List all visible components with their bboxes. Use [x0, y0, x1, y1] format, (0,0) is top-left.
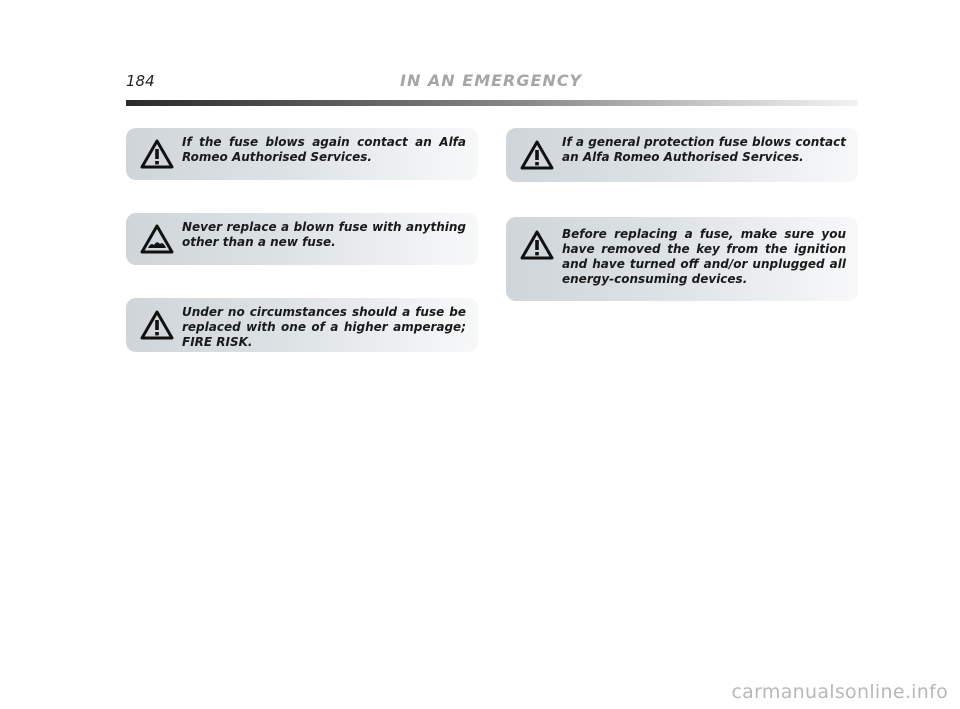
watermark: carmanualsonline.info	[731, 681, 948, 703]
warning-triangle-icon	[520, 230, 554, 260]
warning-triangle-icon	[520, 140, 554, 170]
header-rule	[126, 100, 858, 106]
section-title: IN AN EMERGENCY	[400, 71, 583, 90]
warning-box-4	[506, 128, 858, 182]
warning-triangle-icon	[140, 139, 174, 169]
warning-text-2: Never replace a blown fuse with anything other than a new fuse.	[182, 220, 466, 249]
warning-text-5: Before replacing a fuse, make sure you have removed the key from the ignition and have turned off and/or unplugged all energy-consuming devices.	[562, 227, 846, 286]
warning-box-1	[126, 128, 478, 180]
warning-text-1: If the fuse blows again contact an Alfa Romeo Authorised Services.	[182, 135, 466, 164]
warning-text-3: Under no circumstances should a fuse be replaced with one of a higher amperage; FIRE RISK.	[182, 305, 466, 349]
warning-box-2	[126, 213, 478, 265]
warning-text-4: If a general protection fuse blows contact an Alfa Romeo Authorised Services.	[562, 135, 846, 164]
page-number: 184	[126, 72, 155, 90]
warning-box-3	[126, 298, 478, 352]
warning-box-5	[506, 217, 858, 301]
environment-warning-icon	[140, 224, 174, 254]
warning-triangle-icon	[140, 310, 174, 340]
